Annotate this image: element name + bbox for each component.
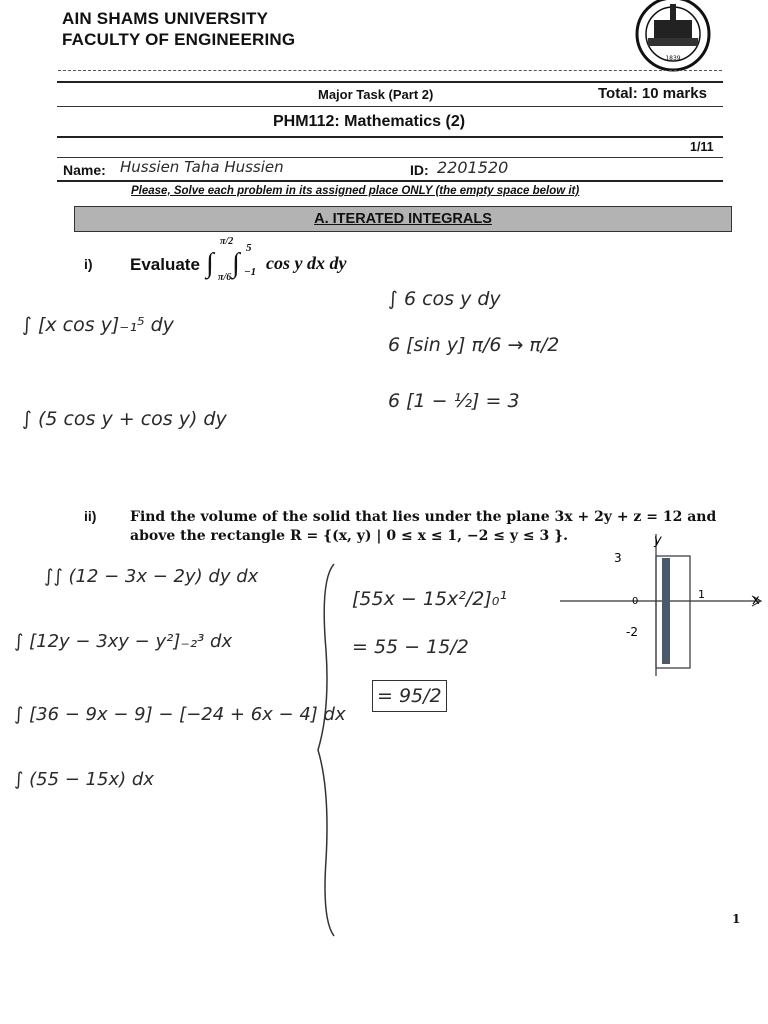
work-step: = 55 − 15/2 xyxy=(352,636,469,658)
problem-1-integral xyxy=(206,236,386,294)
name-label: Name: xyxy=(63,162,106,178)
upper-limit-x: 5 xyxy=(246,242,252,254)
work-step: ∫ [36 − 9x − 9] − [−24 + 6x − 4] dx xyxy=(14,704,346,725)
page-indicator: 1/11 xyxy=(690,140,714,154)
problem-2-work-left xyxy=(14,566,346,790)
tick-0: 0 xyxy=(632,596,639,607)
region-strip xyxy=(662,558,670,664)
problem-2-line-1: Find the volume of the solid that lies under the plane 3x + 2y + z = 12 and xyxy=(130,509,717,525)
section-title: A. ITERATED INTEGRALS xyxy=(314,211,492,227)
curly-brace xyxy=(312,560,342,940)
divider xyxy=(57,81,723,83)
work-step: ∫ (5 cos y + cos y) dy xyxy=(22,408,227,430)
tick-minus-2: -2 xyxy=(626,625,638,639)
problem-1-work-right xyxy=(388,282,559,418)
total-marks: Total: 10 marks xyxy=(598,85,707,102)
divider xyxy=(57,136,723,138)
page-number: 1 xyxy=(732,912,741,926)
work-step: 6 [1 − ½] = 3 xyxy=(388,390,520,412)
work-step: ∫ 6 cos y dy xyxy=(388,288,501,310)
work-step: ∫ [12y − 3xy − y²]₋₂³ dx xyxy=(14,631,233,652)
integral-sign: ∫ xyxy=(232,248,240,279)
tick-1: 1 xyxy=(698,588,705,601)
student-id: 2201520 xyxy=(437,158,509,177)
university-seal-logo xyxy=(626,0,720,74)
student-name: Hussien Taha Hussien xyxy=(120,158,284,176)
divider xyxy=(58,70,722,71)
y-axis-label: y xyxy=(654,533,662,548)
divider xyxy=(57,106,723,107)
integrand: cos y dx dy xyxy=(266,253,347,273)
instruction-text: Please, Solve each problem in its assigned place ONLY (the empty space below it) xyxy=(131,185,580,197)
problem-2-line-2: above the rectangle R = {(x, y) | 0 ≤ x ≤ 1, −2 ≤ y ≤ 3 }. xyxy=(130,528,568,544)
problem-2-number: ii) xyxy=(84,508,97,524)
university-name: AIN SHAMS UNIVERSITY xyxy=(62,9,269,28)
task-title: Major Task (Part 2) xyxy=(318,87,434,102)
problem-2-work-right xyxy=(352,584,507,712)
region-rectangle xyxy=(656,556,690,668)
faculty-name: FACULTY OF ENGINEERING xyxy=(62,30,296,49)
work-step: ∫∫ (12 − 3x − 2y) dy dx xyxy=(44,566,259,587)
integral-sign: ∫ xyxy=(206,248,214,279)
problem-1-prompt: Evaluate xyxy=(130,255,200,274)
work-step: [55x − 15x²/2]₀¹ xyxy=(352,588,508,610)
divider xyxy=(57,180,723,182)
x-axis-label: x xyxy=(752,593,760,608)
work-step: 6 [sin y] π/6 → π/2 xyxy=(388,334,560,356)
id-label: ID: xyxy=(410,162,429,178)
university-header xyxy=(62,8,295,50)
lower-limit-x: −1 xyxy=(244,266,257,278)
work-step: = 95/2 xyxy=(372,680,447,712)
region-sketch xyxy=(556,528,768,678)
problem-1-work-left xyxy=(22,312,227,432)
tick-3: 3 xyxy=(614,551,622,565)
course-title: PHM112: Mathematics (2) xyxy=(273,113,466,130)
work-step: ∫ [x cos y]₋₁⁵ dy xyxy=(22,314,174,336)
section-banner xyxy=(74,206,732,232)
upper-limit-y: π/2 xyxy=(220,236,234,247)
seal-year: 1839 xyxy=(665,55,681,62)
lower-limit-y: π/6 xyxy=(218,272,232,283)
work-step: ∫ (55 − 15x) dx xyxy=(14,769,154,790)
problem-1-number: i) xyxy=(84,256,93,272)
